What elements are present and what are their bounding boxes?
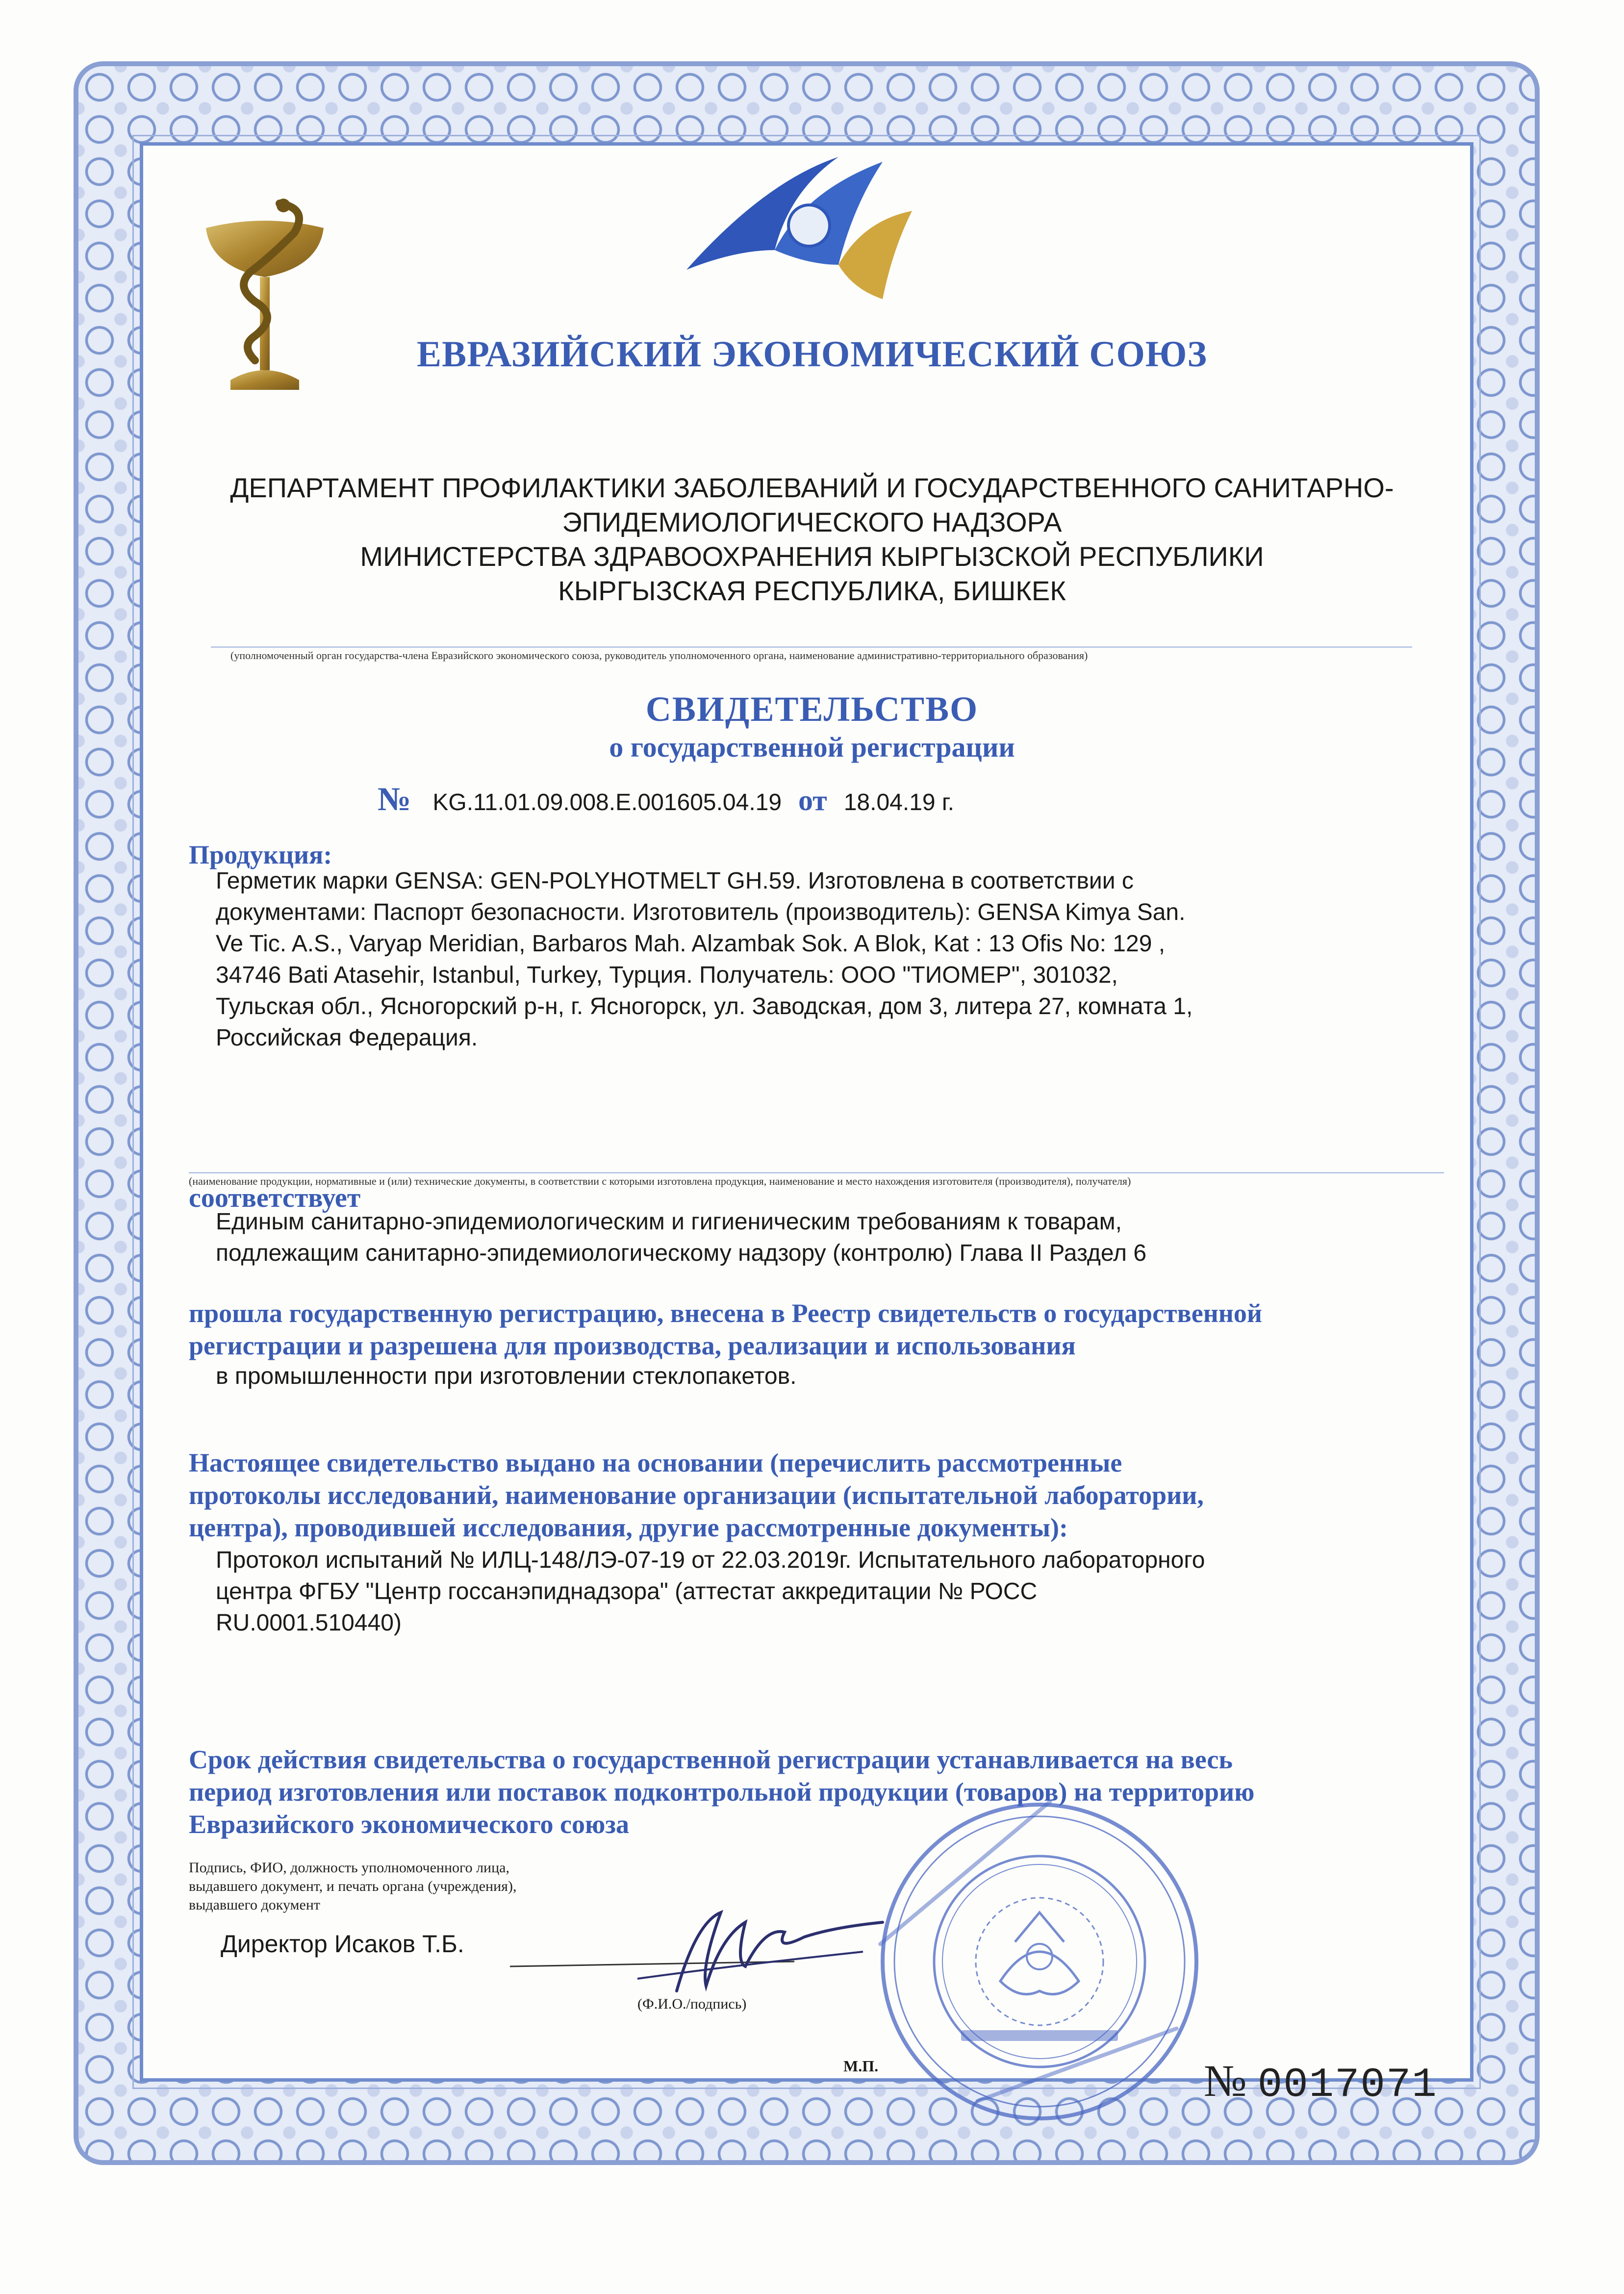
signature-note-line: выдавшего документ, и печать органа (учреждения),: [189, 1878, 517, 1894]
certificate-subtitle: о государственной регистрации: [609, 731, 1015, 763]
registration-heading: [189, 1297, 1464, 1362]
serial-symbol: №: [1204, 2056, 1248, 2106]
validity-line: Евразийского экономического союза: [189, 1810, 629, 1839]
department-line: ЭПИДЕМИОЛОГИЧЕСКОГО НАДЗОРА: [562, 507, 1062, 537]
basis-text: [216, 1545, 1205, 1639]
conformity-line: Единым санитарно-эпидемиологическим и гигиеническим требованиям к товарам,: [216, 1209, 1122, 1235]
signer-name: Директор Исаков Т.Б.: [221, 1930, 464, 1958]
basis-line: центра ФГБУ "Центр госсанэпиднадзора" (аттестат аккредитации № РОСС: [216, 1579, 1038, 1605]
department-line: КЫРГЫЗСКАЯ РЕСПУБЛИКА, БИШКЕК: [558, 575, 1066, 606]
union-title: ЕВРАЗИЙСКИЙ ЭКОНОМИЧЕСКИЙ СОЮЗ: [417, 334, 1207, 375]
basis-heading: [189, 1447, 1464, 1544]
divider: [211, 646, 1412, 648]
validity-line: Срок действия свидетельства о государственной регистрации устанавливается на весь: [189, 1745, 1233, 1774]
registration-heading-line: регистрации и разрешена для производства, реализации и использования: [189, 1331, 1076, 1360]
number-symbol: №: [378, 780, 411, 817]
official-stamp-icon: [873, 1795, 1206, 2128]
registration-heading-line: прошла государственную регистрацию, внесена в Реестр свидетельств о государственной: [189, 1299, 1263, 1328]
products-line: Герметик марки GENSA: GEN-POLYHOTMELT GH.59. Изготовлена в соответствии с: [216, 868, 1134, 894]
validity-statement: [189, 1743, 1464, 1840]
basis-heading-line: Настоящее свидетельство выдано на основании (перечислить рассмотренные: [189, 1448, 1122, 1478]
products-line: Ve Tic. A.S., Varyap Meridian, Barbaros Mah. Alzambak Sok. A Blok, Kat : 13 Ofis No: 129 ,: [216, 931, 1166, 957]
products-line: Российская Федерация.: [216, 1025, 478, 1051]
certificate-title: СВИДЕТЕЛЬСТВО: [645, 689, 979, 729]
mp-label: М.П.: [843, 2057, 879, 2075]
department-line: МИНИСТЕРСТВА ЗДРАВООХРАНЕНИЯ КЫРГЫЗСКОЙ РЕСПУБЛИКИ: [360, 541, 1264, 572]
conformity-line: подлежащим санитарно-эпидемиологическому надзору (контролю) Глава II Раздел 6: [216, 1240, 1147, 1266]
products-line: документами: Паспорт безопасности. Изготовитель (производитель): GENSA Kimya San.: [216, 899, 1186, 925]
department-line: ДЕПАРТАМЕНТ ПРОФИЛАКТИКИ ЗАБОЛЕВАНИЙ И ГОСУДАРСТВЕННОГО САНИТАРНО-: [230, 472, 1394, 503]
signature-note-line: выдавшего документ: [189, 1897, 321, 1913]
from-word: от: [798, 784, 827, 816]
certificate-date: 18.04.19 г.: [843, 790, 954, 816]
signature-icon: [490, 1893, 892, 2006]
fio-label: (Ф.И.О./подпись): [637, 1996, 747, 2012]
conformity-heading: соответствует: [189, 1183, 361, 1213]
conformity-text: [216, 1206, 1146, 1269]
serial-number: [1204, 2055, 1438, 2109]
products-caption: (наименование продукции, нормативные и (или) технические документы, в соответствии с которыми изготовлена продукция, наименование и место нахождения изготовителя (производителя), получателя): [189, 1175, 1131, 1187]
registration-text: в промышленности при изготовлении стеклопакетов.: [216, 1363, 797, 1389]
basis-heading-line: протоколы исследований, наименование организации (испытательной лаборатории,: [189, 1480, 1204, 1510]
products-line: Тульская обл., Ясногорский р-н, г. Ясногорск, ул. Заводская, дом 3, литера 27, комната 1,: [216, 994, 1193, 1020]
serial-value: 0017071: [1257, 2062, 1438, 2109]
basis-heading-line: центра), проводившей исследования, другие рассмотренные документы):: [189, 1513, 1068, 1542]
products-text: [216, 866, 1193, 1054]
certificate-number: KG.11.01.09.008.E.001605.04.19: [432, 790, 782, 816]
products-heading: Продукция:: [189, 840, 332, 869]
department-block: [0, 471, 1624, 608]
basis-line: Протокол испытаний № ИЛЦ-148/ЛЭ-07-19 от 22.03.2019г. Испытательного лабораторного: [216, 1547, 1205, 1573]
basis-line: RU.0001.510440): [216, 1610, 402, 1636]
signature-note-line: Подпись, ФИО, должность уполномоченного лица,: [189, 1860, 509, 1876]
certificate-number-row: [378, 780, 954, 818]
signature-note: [189, 1859, 516, 1914]
divider: [189, 1172, 1444, 1173]
validity-line: период изготовления или поставок подконтрольной продукции (товаров) на территорию: [189, 1777, 1255, 1807]
products-line: 34746 Bati Atasehir, Istanbul, Turkey, Турция. Получатель: ООО "ТИОМЕР", 301032,: [216, 962, 1118, 988]
department-caption: (уполномоченный орган государства-члена Евразийского экономического союза, руководитель уполномоченного органа, наименование административно-территориального образования): [230, 649, 1088, 662]
eaeu-emblem-icon: [677, 152, 922, 309]
